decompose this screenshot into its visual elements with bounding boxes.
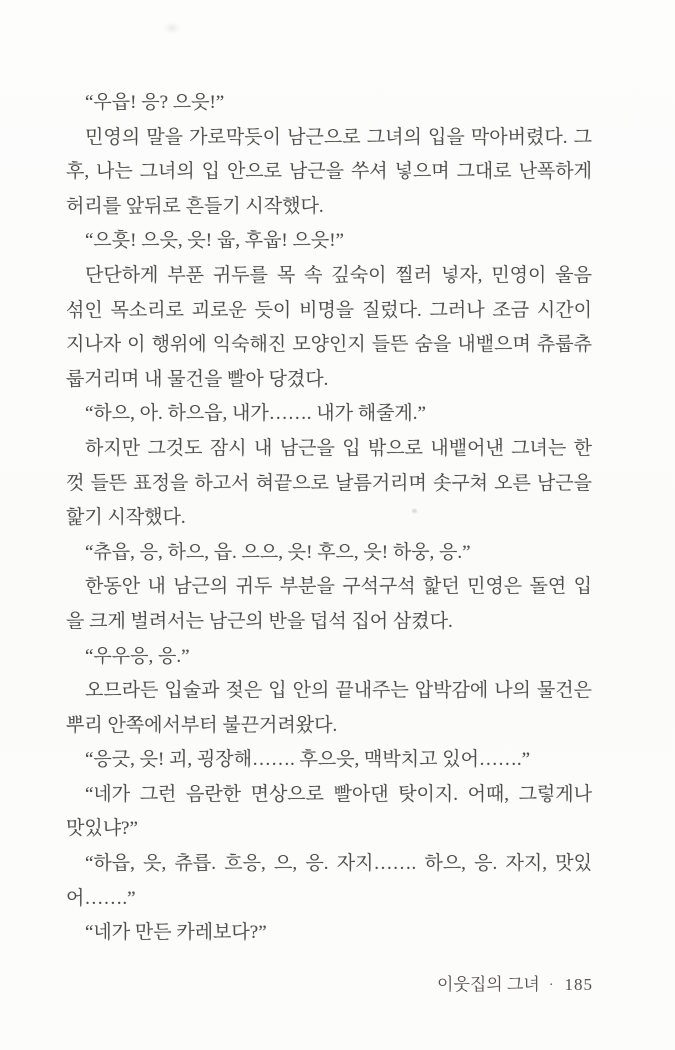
text-line: 섞인 목소리로 괴로운 듯이 비명을 질렀다. 그러나 조금 시간이 bbox=[66, 299, 592, 321]
text-line: “우읍! 응? 으읏!” bbox=[85, 92, 225, 113]
text-line: 핥기 시작했다. bbox=[66, 507, 186, 529]
body-text bbox=[66, 86, 592, 951]
text-line: “하읍, 읏, 츄릅. 흐응, 으, 응. 자지……. 하으, 응. 자지, 맛있 bbox=[85, 853, 592, 875]
text-line: “응긋, 읏! 괴, 굉장해……. 후으읏, 맥박치고 있어…….” bbox=[85, 749, 531, 771]
running-title: 이웃집의 그녀 bbox=[437, 975, 540, 994]
text-line: “으흣! 으읏, 읏! 웁, 후웁! 으읏!” bbox=[85, 230, 344, 252]
scan-smudge bbox=[164, 23, 180, 33]
text-line: 을 크게 벌려서는 남근의 반을 덥석 집어 삼켰다. bbox=[66, 610, 453, 632]
text-line: 허리를 앞뒤로 흔들기 시작했다. bbox=[66, 195, 324, 217]
text-line: 민영의 말을 가로막듯이 남근으로 그녀의 입을 막아버렸다. 그 bbox=[85, 126, 592, 148]
page-footer bbox=[437, 970, 593, 995]
text-line: 하지만 그것도 잠시 내 남근을 입 밖으로 내뱉어낸 그녀는 한 bbox=[85, 437, 592, 459]
text-line: 맛있냐?” bbox=[66, 818, 138, 840]
text-line: “네가 그런 음란한 면상으로 빨아댄 탓이지. 어때, 그렇게나 bbox=[85, 783, 592, 805]
page-number: 185 bbox=[564, 975, 593, 994]
text-line: 오므라든 입술과 젖은 입 안의 끝내주는 압박감에 나의 물건은 bbox=[85, 680, 592, 702]
text-line: 룹거리며 내 물건을 빨아 당겼다. bbox=[66, 368, 329, 390]
text-line: 지나자 이 행위에 익숙해진 모양인지 들뜬 숨을 내뱉으며 츄룹츄 bbox=[66, 334, 592, 356]
text-line: “우우응, 응.” bbox=[85, 645, 190, 667]
text-line: 한동안 내 남근의 귀두 부분을 구석구석 핥던 민영은 돌연 입 bbox=[85, 576, 592, 598]
text-line: “츄읍, 응, 하으, 읍. 으으, 읏! 후으, 읏! 하웅, 응.” bbox=[85, 541, 471, 563]
text-line: “하으, 아. 하으읍, 내가……. 내가 해줄게.” bbox=[85, 403, 426, 425]
text-line: 후, 나는 그녀의 입 안으로 남근을 쑤셔 넣으며 그대로 난폭하게 bbox=[66, 161, 592, 183]
text-line: 단단하게 부푼 귀두를 목 속 깊숙이 찔러 넣자, 민영이 울음 bbox=[85, 264, 592, 286]
text-line: “네가 만든 카레보다?” bbox=[85, 922, 267, 944]
text-line: 뿌리 안쪽에서부터 불끈거려왔다. bbox=[66, 714, 338, 736]
text-line: 껏 들뜬 표정을 하고서 혀끝으로 날름거리며 솟구쳐 오른 남근을 bbox=[66, 472, 592, 494]
text-line: 어…….” bbox=[66, 887, 136, 909]
footer-separator-dot: · bbox=[548, 978, 554, 993]
